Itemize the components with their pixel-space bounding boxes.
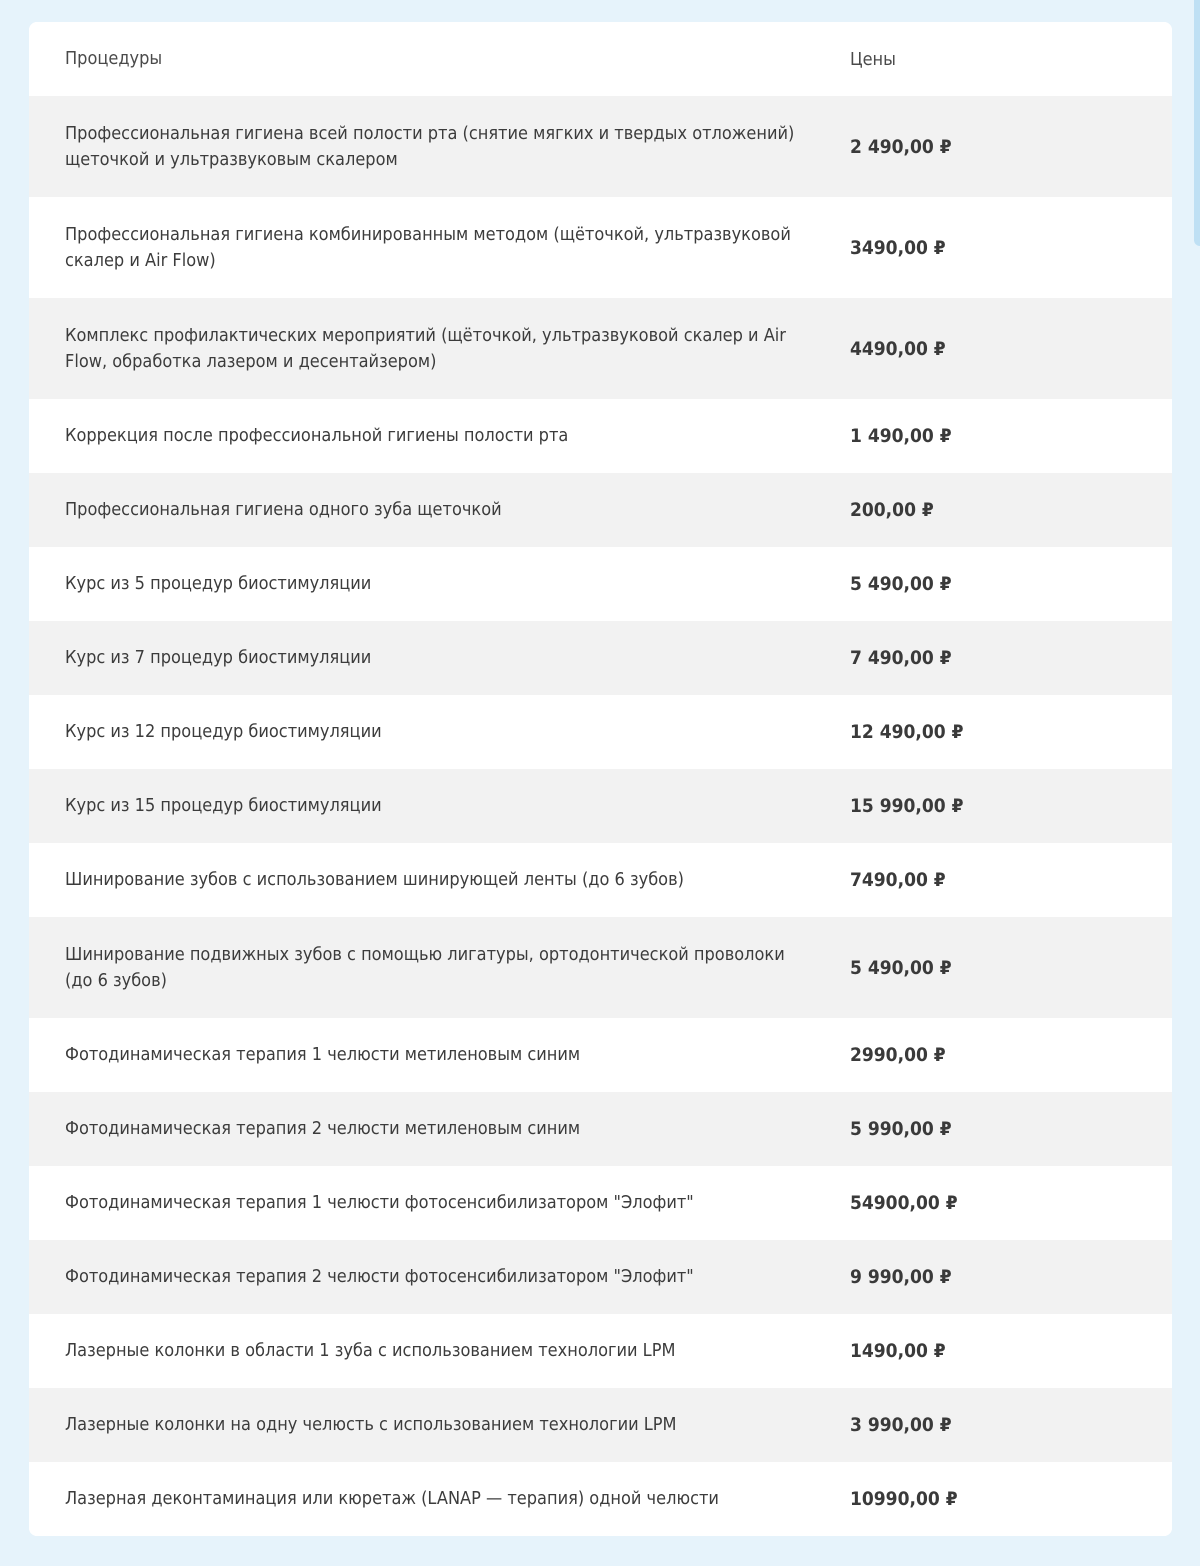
procedure-price: 200,00 ₽ <box>850 499 934 521</box>
header-prices: Цены <box>850 48 896 70</box>
table-row <box>29 1018 1172 1092</box>
procedure-name: Профессиональная гигиена всей полости рта (снятие мягких и твердых отложений) щеточкой и ультразвуковым скалером <box>65 122 795 170</box>
procedure-price: 4490,00 ₽ <box>850 337 946 360</box>
table-row <box>29 1092 1172 1166</box>
procedure-name: Фотодинамическая терапия 2 челюсти фотосенсибилизатором "Элофит" <box>65 1266 694 1287</box>
table-row <box>29 695 1172 769</box>
table-row <box>29 1388 1172 1462</box>
procedure-name: Фотодинамическая терапия 1 челюсти метиленовым синим <box>65 1044 581 1065</box>
procedure-price: 1 490,00 ₽ <box>850 425 952 447</box>
procedure-price: 1490,00 ₽ <box>850 1340 946 1362</box>
procedure-price: 5 990,00 ₽ <box>850 1118 952 1140</box>
table-row <box>29 96 1172 197</box>
table-row <box>29 399 1172 473</box>
procedure-name: Лазерные колонки на одну челюсть с использованием технологии LPM <box>65 1414 677 1435</box>
table-row <box>29 197 1172 298</box>
table-row <box>29 1314 1172 1388</box>
table-row <box>29 298 1172 399</box>
procedure-name: Профессиональная гигиена одного зуба щеточкой <box>65 499 502 520</box>
procedure-price: 54900,00 ₽ <box>850 1192 958 1214</box>
procedure-name: Курс из 7 процедур биостимуляции <box>65 647 372 668</box>
procedure-name: Курс из 15 процедур биостимуляции <box>65 795 382 816</box>
table-row <box>29 1240 1172 1314</box>
procedure-price: 3490,00 ₽ <box>850 236 946 259</box>
procedure-price: 2 490,00 ₽ <box>850 135 952 158</box>
procedure-price: 10990,00 ₽ <box>850 1488 958 1510</box>
procedure-price: 3 990,00 ₽ <box>850 1414 952 1436</box>
table-row <box>29 917 1172 1018</box>
procedure-name: Курс из 12 процедур биостимуляции <box>65 721 382 742</box>
scrollbar-thumb[interactable] <box>1194 0 1200 246</box>
procedure-name: Лазерные колонки в области 1 зуба с использованием технологии LPM <box>65 1340 676 1361</box>
procedure-price: 5 490,00 ₽ <box>850 956 952 979</box>
procedure-name: Лазерная деконтаминация или кюретаж (LANAP — терапия) одной челюсти <box>65 1488 719 1509</box>
procedure-name: Фотодинамическая терапия 1 челюсти фотосенсибилизатором "Элофит" <box>65 1192 694 1213</box>
procedure-name: Комплекс профилактических мероприятий (щёточкой, ультразвуковой скалер и Air Flow, обработка лазером и десентайзером) <box>65 324 786 372</box>
table-row <box>29 1166 1172 1240</box>
procedure-price: 7490,00 ₽ <box>850 869 946 891</box>
procedure-price: 15 990,00 ₽ <box>850 795 964 817</box>
procedure-price: 2990,00 ₽ <box>850 1044 946 1066</box>
procedure-price: 7 490,00 ₽ <box>850 647 952 669</box>
procedure-name: Коррекция после профессиональной гигиены полости рта <box>65 425 569 446</box>
table-row <box>29 547 1172 621</box>
procedure-name: Профессиональная гигиена комбинированным методом (щёточкой, ультразвуковой скалер и Air Flow) <box>65 223 791 271</box>
table-row <box>29 843 1172 917</box>
procedure-name: Шинирование зубов с использованием шинирующей ленты (до 6 зубов) <box>65 869 684 890</box>
table-header <box>29 22 1172 96</box>
header-procedures: Процедуры <box>65 48 163 69</box>
procedure-name: Шинирование подвижных зубов с помощью лигатуры, ортодонтической проволоки (до 6 зубов) <box>65 943 785 991</box>
procedure-name: Курс из 5 процедур биостимуляции <box>65 573 372 594</box>
procedure-name: Фотодинамическая терапия 2 челюсти метиленовым синим <box>65 1118 581 1139</box>
procedure-price: 9 990,00 ₽ <box>850 1266 952 1288</box>
procedure-price: 5 490,00 ₽ <box>850 573 952 595</box>
procedure-price: 12 490,00 ₽ <box>850 721 964 743</box>
table-row <box>29 1462 1172 1536</box>
price-table <box>29 22 1172 1536</box>
table-row <box>29 769 1172 843</box>
table-row <box>29 473 1172 547</box>
table-row <box>29 621 1172 695</box>
